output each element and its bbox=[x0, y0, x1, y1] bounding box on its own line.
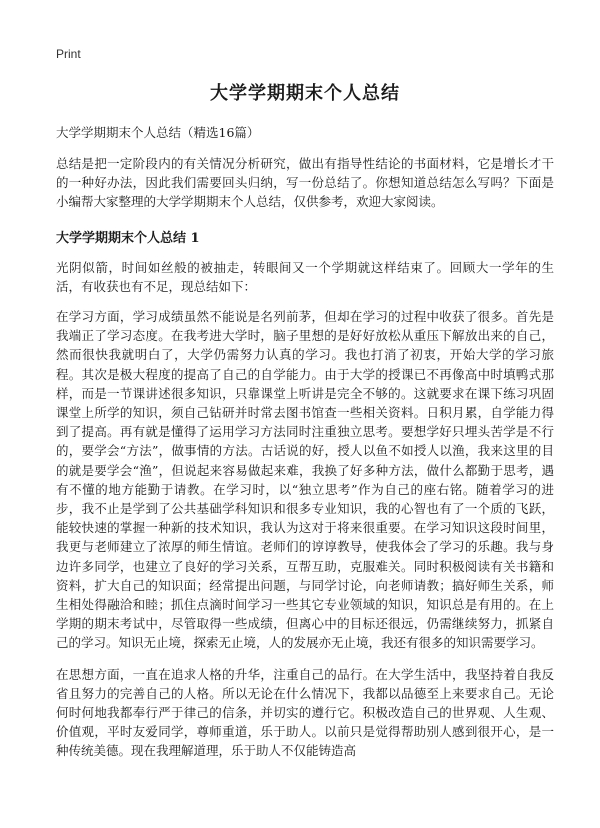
intro-paragraph: 总结是把一定阶段内的有关情况分析研究，做出有指导性结论的书面材料，它是增长才干的一种好办法，因此我们需要回头归纳，写一份总结了。你想知道总结怎么写吗？下面是小编帮大家整理的大学学期期末个人总结，仅供参考，欢迎大家阅读。 bbox=[56, 156, 554, 210]
section-heading: 大学学期期末个人总结 1 bbox=[56, 230, 200, 246]
body-paragraph-3: 在思想方面，一直在追求人格的升华，注重自己的品行。在大学生活中，我坚持着自我反省且努力的完善自己的人格。所以无论在什么情况下，我都以品德至上来要求自己。无论何时何地我都奉行严于律己的信条，并切实的遵行它。积极改造自己的世界观、人生观、价值观，平时友爱同学，尊师重道，乐于助人。以前只是觉得帮助别人感到很开心，是一种传统美德。现在我理解道理，乐于助人不仅能铸造高 bbox=[56, 666, 554, 759]
print-link[interactable]: Print bbox=[56, 47, 81, 61]
document-subtitle: 大学学期期末个人总结（精选16篇） bbox=[56, 125, 260, 140]
body-paragraph-1: 光阴似箭，时间如丝般的被抽走，转眼间又一个学期就这样结束了。回顾大一学年的生活，有收获也有不足，现总结如下： bbox=[56, 259, 554, 294]
document-title: 大学学期期末个人总结 bbox=[210, 83, 400, 104]
body-paragraph-2: 在学习方面，学习成绩虽然不能说是名列前茅，但却在学习的过程中收获了很多。首先是我端正了学习态度。在我考进大学时，脑子里想的是好好放松从重压下解放出来的自己，然而很快我就明白了，大学仍需努力认真的学习。我也打消了初衷，开始大学的学习旅程。其次是极大程度的提高了自己的自学能力。由于大学的授课已不再像高中时填鸭式那样，而是一节课讲述很多知识，只靠课堂上听讲是完全不够的。这就要求在课下练习巩固课堂上所学的知识，须自己钻研并时常去图书馆查一些相关资料。日积月累，自学能力得到了提高。再有就是懂得了运用学习方法同时注重独立思考。要想学好只埋头苦学是不行的，要学会“方法”，做事情的方法。古话说的好，授人以鱼不如授人以渔，我来这里的目的就是要学会“渔”，但说起来容易做起来难，我换了好多种方法，做什么都勤于思考，遇有不懂的地方能勤于请教。在学习时，以“独立思考”作为自己的座右铭。随着学习的进步，我不止是学到了公共基础学科知识和很多专业知识，我的心智也有了一个质的飞跃，能较快速的掌握一种新的技术知识，我认为这对于将来很重要。在学习知识这段时间里，我更与老师建立了浓厚的师生情谊。老师们的谆谆教导，使我体会了学习的乐趣。我与身边许多同学，也建立了良好的学习关系，互帮互助，克服难关。同时积极阅读有关书籍和资料，扩大自己的知识面；经常提出问题，与同学讨论，向老师请教；搞好师生关系，师生相处得融洽和睦；抓住点滴时间学习一些其它专业领域的知识，知识总是有用的。在上学期的期末考试中，尽管取得一些成绩，但离心中的目标还很远，仍需继续努力，抓紧自己的学习。知识无止境，探索无止境，人的发展亦无止境，我还有很多的知识需要学习。 bbox=[56, 309, 554, 651]
